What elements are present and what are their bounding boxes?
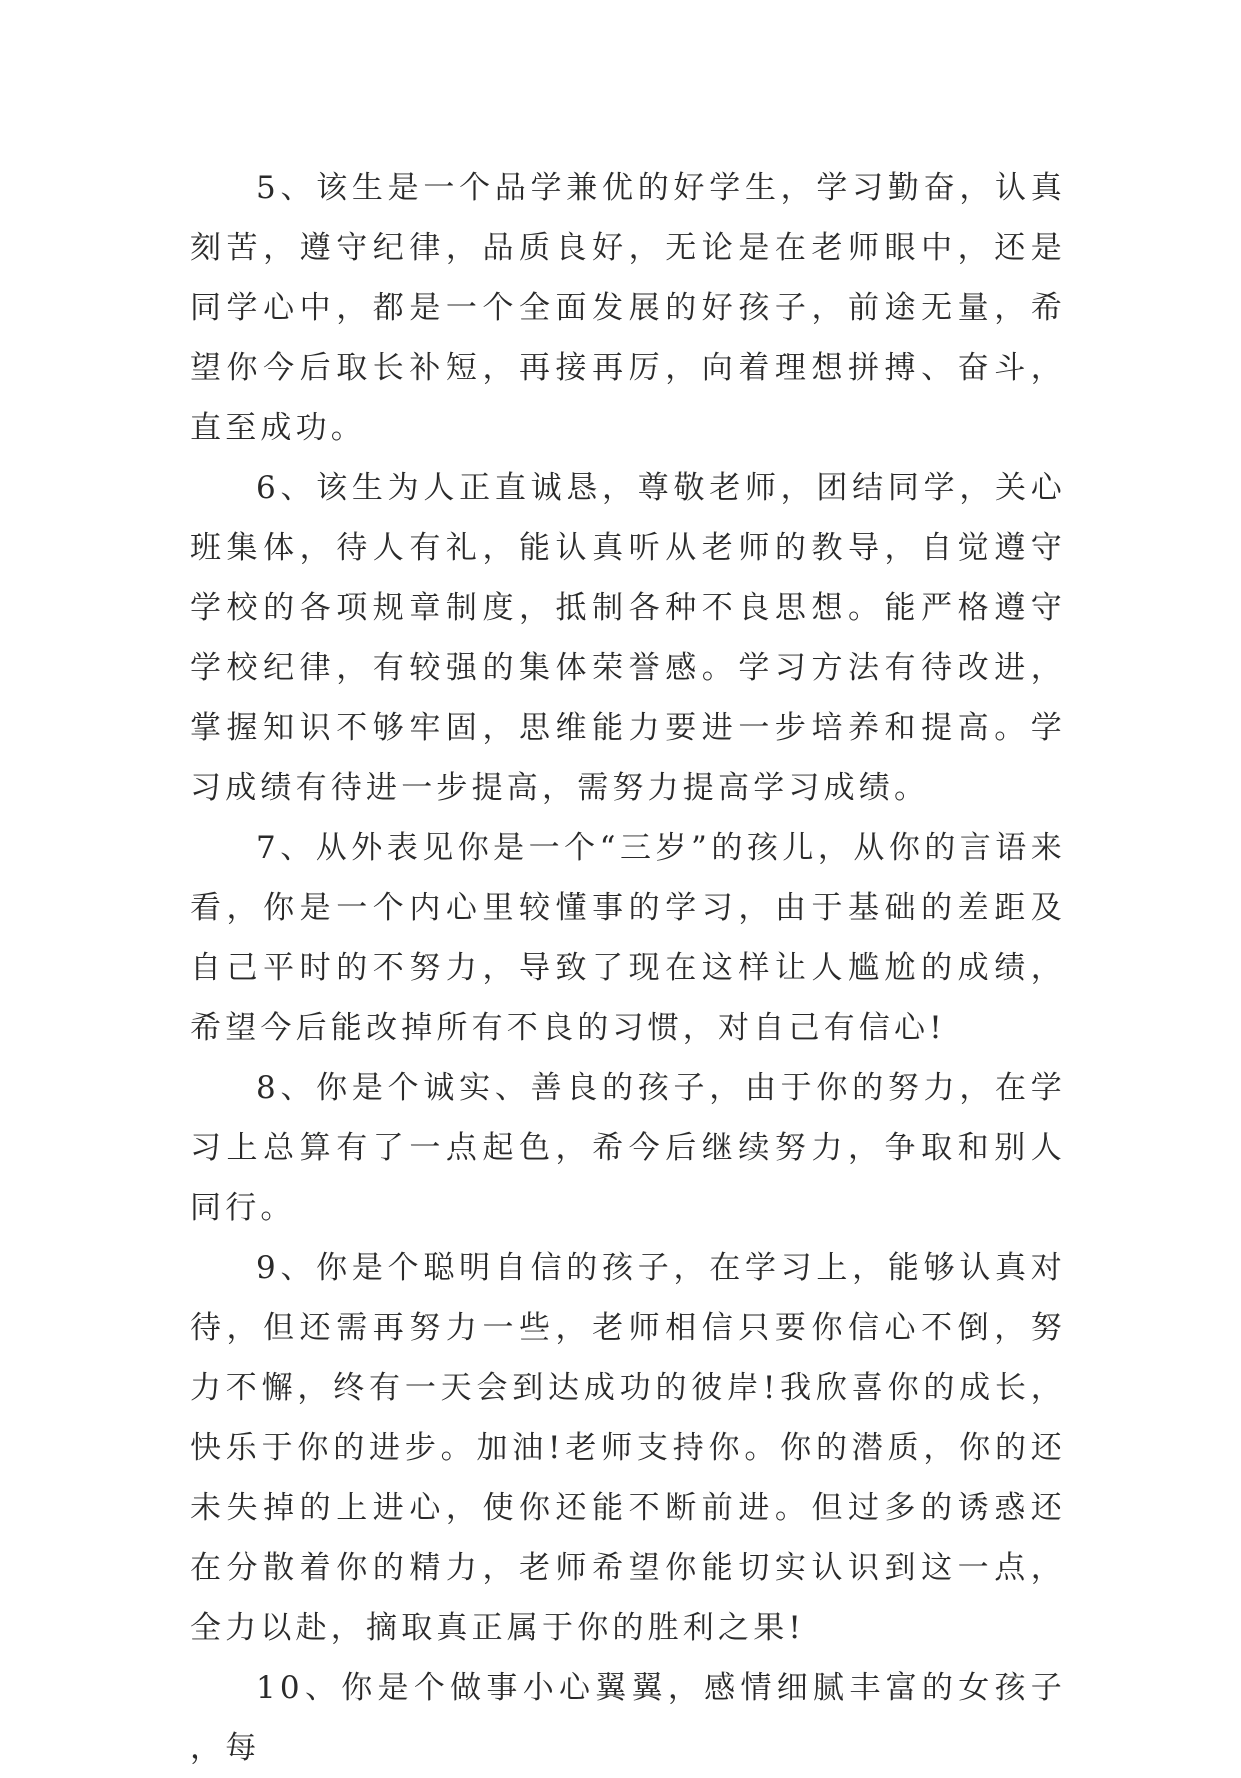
paragraph-comment-5: 5、该生是一个品学兼优的好学生，学习勤奋，认真刻苦，遵守纪律，品质良好，无论是在老师眼中，还是同学心中，都是一个全面发展的好孩子，前途无量，希望你今后取长补短，再接再厉，向着理想拼搏、奋斗，直至成功。 — [190, 170, 1066, 446]
document-page — [190, 158, 1066, 1778]
paragraph-comment-6: 6、该生为人正直诚恳，尊敬老师，团结同学，关心班集体，待人有礼，能认真听从老师的教导，自觉遵守学校的各项规章制度，抵制各种不良思想。能严格遵守学校纪律，有较强的集体荣誉感。学习方法有待改进，掌握知识不够牢固，思维能力要进一步培养和提高。学习成绩有待进一步提高，需努力提高学习成绩。 — [190, 470, 1066, 806]
paragraph-comment-8: 8、你是个诚实、善良的孩子，由于你的努力，在学习上总算有了一点起色，希今后继续努力，争取和别人同行。 — [190, 1070, 1066, 1226]
paragraph-comment-9: 9、你是个聪明自信的孩子，在学习上，能够认真对待，但还需再努力一些，老师相信只要你信心不倒，努力不懈，终有一天会到达成功的彼岸!我欣喜你的成长，快乐于你的进步。加油!老师支持你。你的潜质，你的还未失掉的上进心，使你还能不断前进。但过多的诱惑还在分散着你的精力，老师希望你能切实认识到这一点，全力以赴，摘取真正属于你的胜利之果! — [190, 1250, 1066, 1646]
paragraph-comment-7: 7、从外表见你是一个“三岁”的孩儿，从你的言语来看，你是一个内心里较懂事的学习，由于基础的差距及自己平时的不努力，导致了现在这样让人尴尬的成绩，希望今后能改掉所有不良的习惯，对自己有信心! — [190, 830, 1066, 1046]
paragraph-comment-10: 10、你是个做事小心翼翼，感情细腻丰富的女孩子，每 — [190, 1670, 1066, 1766]
